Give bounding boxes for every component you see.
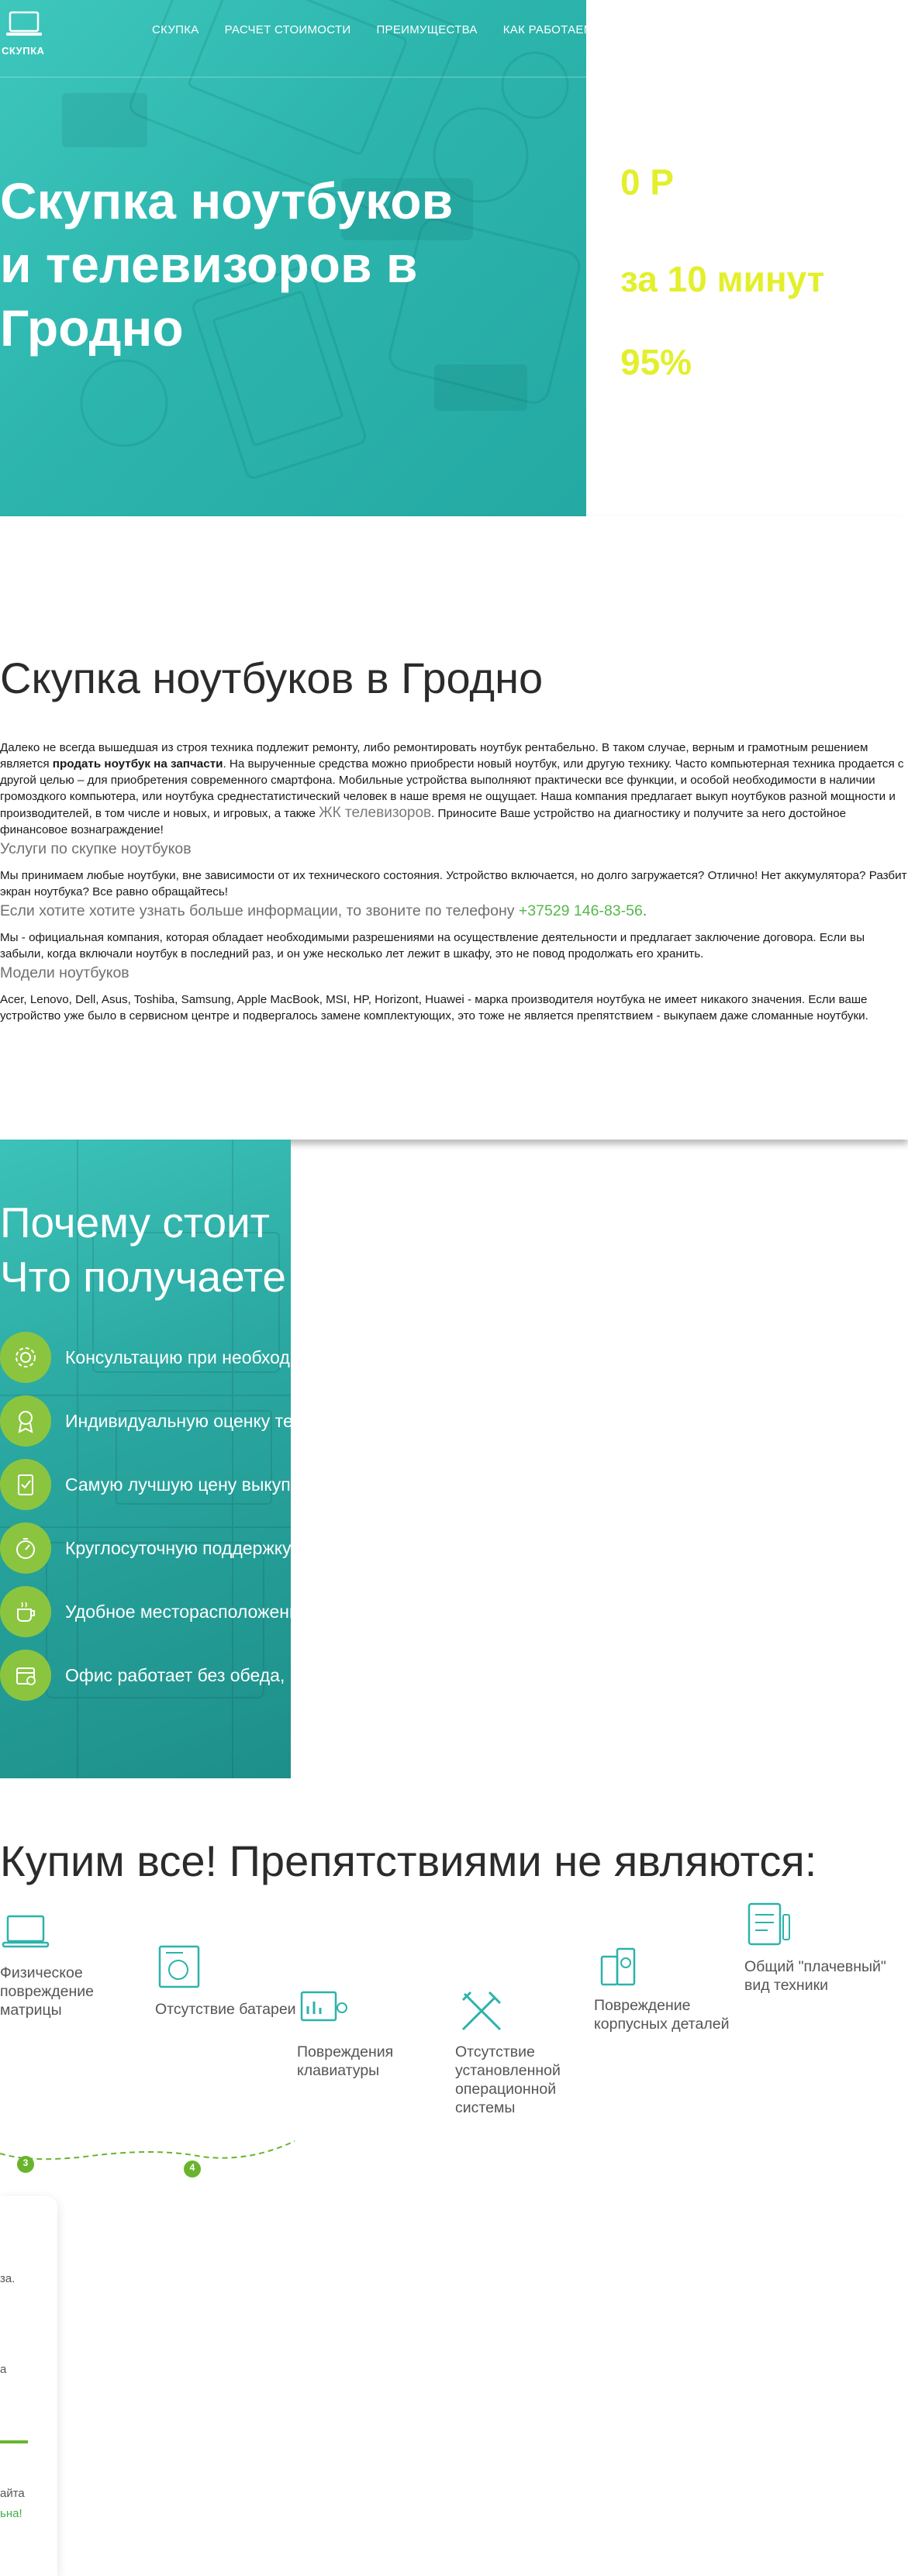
about-text: Если хотите хотите узнать больше информации, то звоните по телефону: [0, 902, 519, 919]
card-text-fragment: а: [0, 2363, 7, 2376]
gear-icon: [0, 1332, 51, 1383]
about-text: Далеко не всегда вышедшая из строя техника подлежит ремонту, либо ремонтировать ноутбук рентабельно. В таком случае, верным и грамотным решением является: [0, 741, 868, 771]
card-text-fragment: айта: [0, 2487, 25, 2500]
buy-all-title: Купим все! Препятствиями не являются:: [0, 1836, 817, 1885]
obstacle-label: Повреждение корпусных деталей: [594, 1997, 730, 2033]
parts-icon: [594, 1938, 648, 1992]
logo-text: СКУПКА: [2, 45, 45, 57]
nav-item-how-we-work[interactable]: КАК РАБОТАЕМ: [502, 23, 594, 36]
obstacle-item: [455, 1985, 602, 2117]
about-paragraph: Acer, Lenovo, Dell, Asus, Toshiba, Samsung, Apple MacBook, MSI, HP, Horizont, Huawei - марка производителя ноутбука не имеет никакого значения. Если ваше устройство уже было в сервисном центре и подвергалось замене комплектующих, это тоже не является препятствием - выкупаем даже сломанные ноутбуки.: [0, 993, 868, 1022]
hero-title: [0, 169, 496, 360]
why-us-item: [0, 1459, 300, 1510]
why-us-item-text: Консультацию при необходимости: [65, 1347, 350, 1367]
obstacle-label: Отсутствие батареи: [155, 2001, 296, 2018]
nav-item-advantages[interactable]: ПРЕИМУЩЕСТВА: [376, 23, 478, 36]
services-link[interactable]: Услуги по скупке ноутбуков: [0, 840, 192, 857]
models-link[interactable]: Модели ноутбуков: [0, 964, 129, 981]
checklist-icon: [0, 1459, 51, 1510]
why-us-section: [0, 1140, 350, 1778]
card-accent-bar: [0, 2440, 28, 2443]
why-us-title: [0, 1195, 286, 1304]
stopwatch-icon: [0, 1522, 51, 1574]
obstacle-item: [155, 1942, 302, 2019]
about-paragraph: Мы принимаем любые ноутбуки, вне зависимости от их технического состояния. Устройство включается, но долго загружается? Отлично! Нет аккумулятора? Разбит экран ноутбука? Все равно обращайтесь!: [0, 869, 907, 898]
laptop-logo-icon: [5, 9, 43, 40]
main-nav: [152, 23, 620, 36]
about-text: . Приносите Ваше устройство на диагностику и получите за него достойное финансовое вознаграждение!: [0, 807, 847, 836]
obstacle-item: [297, 1985, 444, 2080]
about-text: . На вырученные средства можно приобрести новый ноутбук, или другую технику. Часто компьютерная техника продается с другой целью – для приобретения современного смартфона. Мобильные устройства выполняют практически все функции, и особой необходимости в наличии громоздкого компьютера, или ноутбука среднестатистический человек в наше время не ощущает. Наша компания предлагает выкуп ноутбуков разной мощности и производителей, в том числе и новых, и игровых, а также: [0, 757, 904, 820]
why-us-item: [0, 1522, 292, 1574]
hero-title-line: Скупка ноутбуков: [0, 172, 454, 229]
calendar-icon: [0, 1650, 51, 1701]
why-us-item: [0, 1650, 285, 1701]
tools-icon: [455, 1985, 509, 2039]
stat-price: 0 Р: [620, 162, 675, 202]
site-header: [0, 0, 594, 78]
nav-item-skupka[interactable]: СКУПКА: [152, 23, 199, 36]
why-us-item-text: Офис работает без обеда,: [65, 1664, 285, 1685]
about-section: [0, 516, 908, 1140]
obstacle-label: Физическое повреждение матрицы: [0, 1964, 95, 2019]
laptop-icon: [0, 1905, 54, 1960]
stat-time: за 10 минут: [620, 259, 825, 299]
keyboard-icon: [297, 1985, 351, 2039]
hero-title-line: и телевизоров в: [0, 236, 418, 293]
obstacle-item: [0, 1905, 147, 2019]
award-icon: [0, 1395, 51, 1447]
hero-title-line: Гродно: [0, 299, 184, 357]
obstacle-label: Общий "плачевный" вид техники: [744, 1958, 886, 1994]
about-paragraph: [0, 900, 908, 922]
why-us-item: [0, 1395, 339, 1447]
step-number: 4: [189, 2162, 195, 2173]
about-text: .: [642, 902, 647, 919]
about-bold-text: продать ноутбук на запчасти: [52, 757, 223, 771]
obstacle-item: [594, 1938, 741, 2033]
stat-percent: 95%: [620, 342, 692, 382]
site-logo[interactable]: [2, 9, 48, 56]
step-card: [0, 2196, 57, 2576]
hero-section: [0, 0, 594, 516]
why-us-title-line: Почему стоит: [0, 1198, 270, 1247]
steps-path: [0, 2124, 295, 2171]
about-title: Скупка ноутбуков в Гродно: [0, 653, 544, 702]
obstacle-item: [744, 1899, 892, 1995]
obstacle-label: Повреждения клавиатуры: [297, 2043, 394, 2079]
nav-item-price-calc[interactable]: РАСЧЕТ СТОИМОСТИ: [224, 23, 351, 36]
about-body: [0, 740, 908, 1024]
step-number: 3: [22, 2157, 29, 2168]
about-paragraph: Мы - официальная компания, которая обладает необходимыми разрешениями на осуществление деятельности и предлагает заключение договора. Если вы забыли, когда включали ноутбук в последний раз, и он уже несколько лет лежит в шкафу, это не повод продолжать его хранить.: [0, 931, 865, 960]
phone-link[interactable]: +37529 146-83-56: [518, 902, 643, 919]
why-us-item: [0, 1332, 349, 1383]
why-us-item-text: Удобное месторасположение: [65, 1601, 309, 1622]
document-icon: [744, 1899, 799, 1954]
about-paragraph: [0, 740, 908, 838]
why-us-item: [0, 1586, 309, 1637]
why-us-title-line: Что получаете: [0, 1253, 287, 1301]
card-text-fragment: за.: [0, 2272, 16, 2285]
coffee-icon: [0, 1586, 51, 1637]
card-text-fragment: ьна!: [0, 2507, 22, 2520]
why-us-item-text: Самую лучшую цену выкупа: [65, 1474, 301, 1495]
why-us-item-text: Индивидуальную оценку техники: [65, 1410, 340, 1431]
why-us-item-text: Круглосуточную поддержку: [65, 1537, 292, 1558]
obstacle-label: Отсутствие установленной операционной системы: [455, 2043, 561, 2116]
lcd-tv-link[interactable]: ЖК телевизоров: [319, 805, 432, 821]
battery-icon: [155, 1942, 209, 1996]
